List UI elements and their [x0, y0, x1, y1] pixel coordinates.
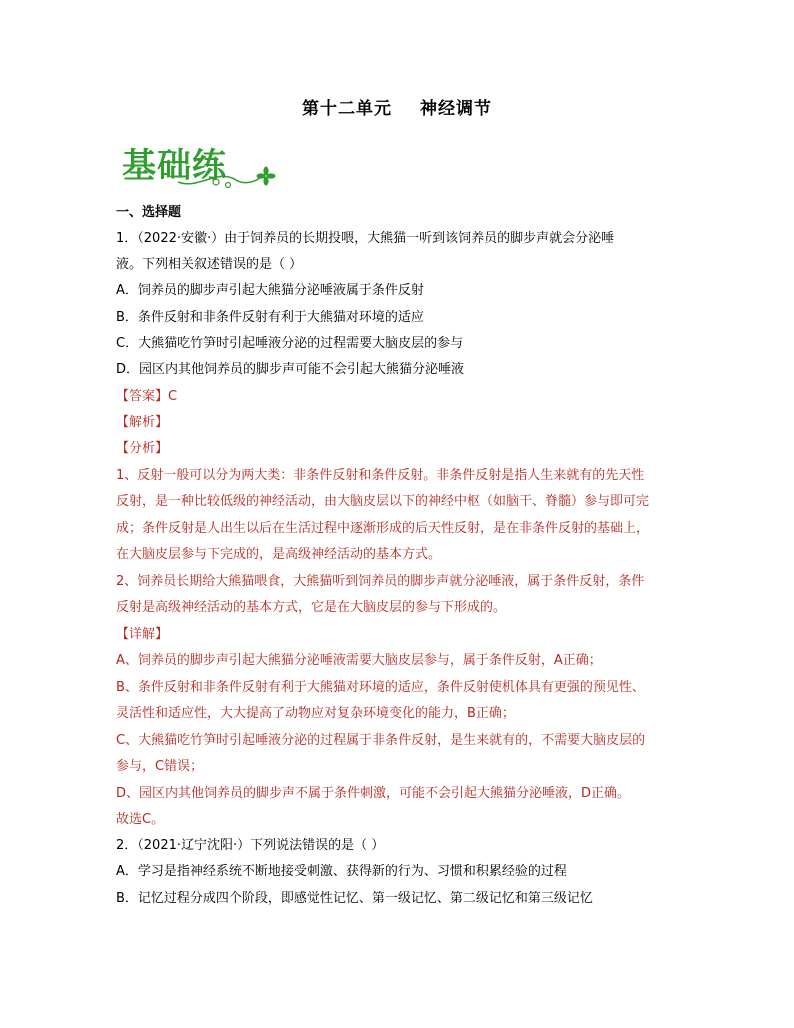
- q1-jiexi-label: 【解析】: [116, 415, 169, 430]
- q1-fenxi-label: 【分析】: [116, 441, 169, 456]
- q2-option-a: A．学习是指神经系统不断地接受刺激、获得新的行为、习惯和积累经验的过程: [116, 864, 567, 879]
- logo-text: 基础练: [122, 146, 227, 186]
- analysis-2-line2: 反射是高级神经活动的基本方式，它是在大脑皮层的参与下形成的。: [116, 600, 507, 615]
- analysis-2-line1: 2、饲养员长期给大熊猫喂食，大熊猫听到饲养员的脚步声就分泌唾液，属于条件反射，条件: [116, 574, 645, 589]
- q2-stem: 2．（2021·辽宁沈阳·）下列说法错误的是（ ）: [116, 838, 385, 853]
- detail-b-line2: 灵活性和适应性，大大提高了动物应对复杂环境变化的能力，B正确；: [116, 706, 515, 721]
- vine-decoration-icon: [118, 138, 278, 194]
- analysis-1-line3: 成；条件反射是人出生以后在生活过程中逐渐形成的后天性反射，是在非条件反射的基础上，: [116, 521, 650, 536]
- q1-option-d: D．园区内其他饲养员的脚步声可能不会引起大熊猫分泌唾液: [116, 362, 465, 377]
- analysis-1-line1: 1、反射一般可以分为两大类：非条件反射和条件反射。非条件反射是指人生来就有的先天性: [116, 468, 645, 483]
- detail-a: A、饲养员的脚步声引起大熊猫分泌唾液需要大脑皮层参与，属于条件反射，A正确；: [116, 653, 602, 668]
- section-heading: 一、选择题: [116, 205, 182, 220]
- detail-c-line1: C、大熊猫吃竹笋时引起唾液分泌的过程属于非条件反射，是生来就有的，不需要大脑皮层的: [116, 733, 646, 748]
- q1-stem-line2: 液。下列相关叙述错误的是（ ）: [116, 257, 303, 272]
- detail-c-line2: 参与，C错误；: [116, 759, 204, 774]
- q1-option-c: C．大熊猫吃竹笋时引起唾液分泌的过程需要大脑皮层的参与: [116, 336, 464, 351]
- q1-option-b: B．条件反射和非条件反射有利于大熊猫对环境的适应: [116, 310, 424, 325]
- analysis-1-line2: 反射，是一种比较低级的神经活动，由大脑皮层以下的神经中枢（如脑干、脊髓）参与即可完: [116, 494, 650, 509]
- unit-number: 第十二单元: [302, 99, 392, 119]
- q2-option-b: B．记忆过程分成四个阶段，即感觉性记忆、第一级记忆、第二级记忆和第三级记忆: [116, 891, 593, 906]
- detail-b-line1: B、条件反射和非条件反射有利于大熊猫对环境的适应，条件反射使机体具有更强的预见性、: [116, 680, 645, 695]
- q1-option-a: A．饲养员的脚步声引起大熊猫分泌唾液属于条件反射: [116, 283, 424, 298]
- unit-title: [0, 94, 794, 119]
- analysis-1-line4: 在大脑皮层参与下完成的，是高级神经活动的基本方式。: [116, 547, 442, 562]
- detail-d: D、园区内其他饲养员的脚步声不属于条件刺激，可能不会引起大熊猫分泌唾液，D正确。: [116, 786, 631, 801]
- q1-answer: 【答案】C: [116, 389, 178, 404]
- q1-conclusion: 故选C。: [116, 812, 165, 827]
- q1-xiangjie-label: 【详解】: [116, 627, 169, 642]
- unit-topic: 神经调节: [420, 99, 492, 119]
- basic-practice-logo: [118, 138, 278, 194]
- q1-stem-line1: 1．（2022·安徽·）由于饲养员的长期投喂，大熊猫一听到该饲养员的脚步声就会分泌唾: [116, 231, 615, 246]
